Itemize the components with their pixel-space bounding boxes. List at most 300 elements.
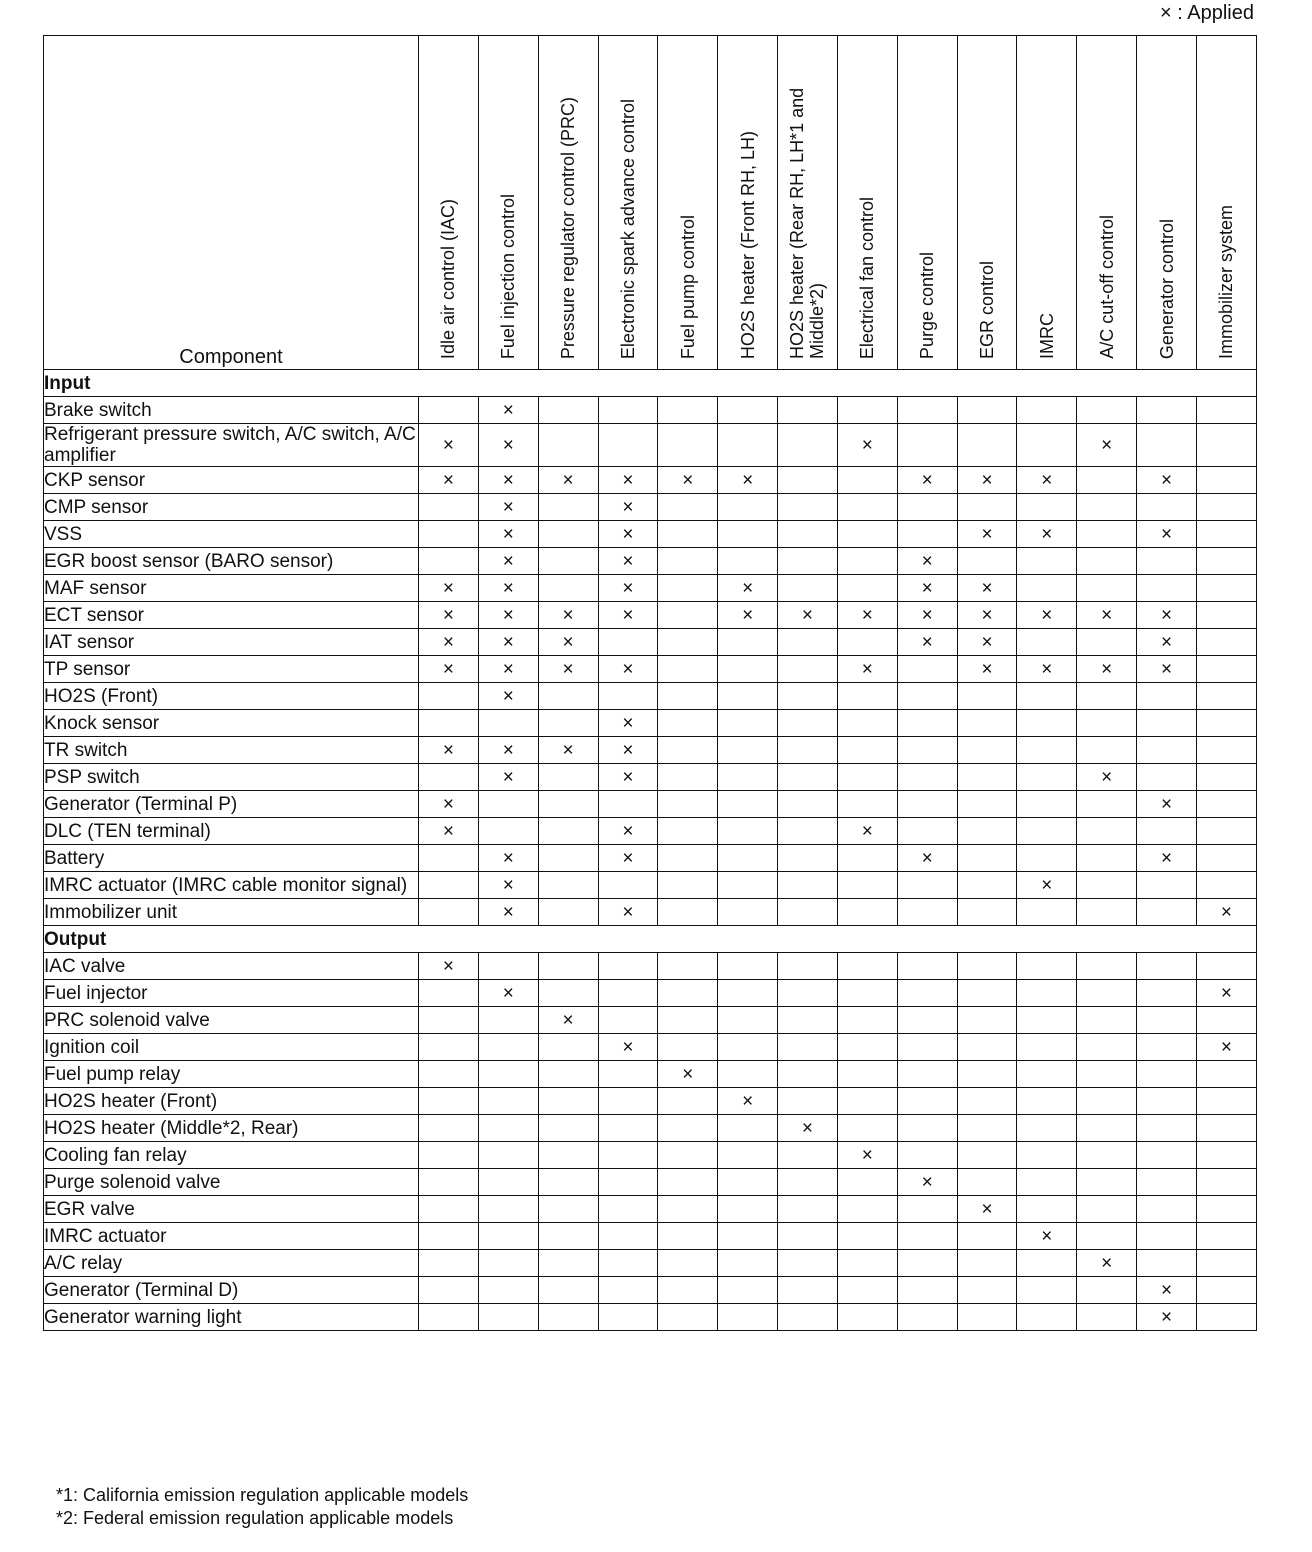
table-cell [957, 1088, 1017, 1115]
table-cell [658, 467, 718, 494]
table-cell [598, 1142, 658, 1169]
table-cell [778, 629, 838, 656]
table-cell [718, 791, 778, 818]
table-cell [598, 521, 658, 548]
table-cell [718, 602, 778, 629]
table-cell [598, 737, 658, 764]
applied-mark: × [502, 659, 514, 680]
table-cell [718, 683, 778, 710]
table-cell [778, 683, 838, 710]
table-cell [1196, 521, 1256, 548]
table-cell [419, 424, 479, 467]
table-cell [478, 980, 538, 1007]
table-cell [837, 1304, 897, 1331]
applied-mark: × [562, 659, 574, 680]
table-cell [1017, 710, 1077, 737]
table-cell [478, 737, 538, 764]
row-label: IMRC actuator [44, 1223, 419, 1250]
table-row [44, 980, 1257, 1007]
table-cell [598, 1061, 658, 1088]
table-cell [1196, 683, 1256, 710]
table-cell [897, 397, 957, 424]
applied-mark: × [442, 435, 454, 456]
table-cell [778, 710, 838, 737]
applied-mark: × [921, 848, 933, 869]
table-cell [1196, 899, 1256, 926]
row-label: Generator (Terminal P) [44, 791, 419, 818]
table-cell [1137, 1007, 1197, 1034]
applied-mark: × [1220, 902, 1232, 923]
table-cell [419, 1061, 479, 1088]
table-cell [1196, 1196, 1256, 1223]
table-cell [778, 791, 838, 818]
table-cell [897, 494, 957, 521]
table-cell [478, 656, 538, 683]
table-cell [718, 1304, 778, 1331]
applied-mark: × [921, 632, 933, 653]
applied-mark: × [1041, 875, 1053, 896]
table-cell [1196, 494, 1256, 521]
table-cell [658, 575, 718, 602]
row-label: Fuel pump relay [44, 1061, 419, 1088]
table-cell [897, 1304, 957, 1331]
table-cell [478, 629, 538, 656]
table-cell [778, 1061, 838, 1088]
applied-mark: × [622, 551, 634, 572]
table-cell [658, 953, 718, 980]
table-cell [897, 737, 957, 764]
table-cell [1017, 1007, 1077, 1034]
table-row [44, 1142, 1257, 1169]
table-cell [1137, 872, 1197, 899]
column-header: EGR control [957, 36, 1017, 370]
table-cell [957, 845, 1017, 872]
table-cell [419, 1277, 479, 1304]
table-cell [1017, 1115, 1077, 1142]
table-cell [598, 1169, 658, 1196]
table-cell [658, 494, 718, 521]
table-cell [1017, 1034, 1077, 1061]
table-cell [598, 1088, 658, 1115]
applied-mark: × [1041, 470, 1053, 491]
applied-mark: × [502, 605, 514, 626]
table-cell [718, 397, 778, 424]
table-row [44, 494, 1257, 521]
table-cell [837, 737, 897, 764]
applied-mark: × [502, 767, 514, 788]
table-row [44, 1088, 1257, 1115]
table-cell [1017, 656, 1077, 683]
table-cell [478, 1061, 538, 1088]
table-cell [837, 1142, 897, 1169]
table-cell [419, 1196, 479, 1223]
table-cell [778, 818, 838, 845]
table-cell [1017, 899, 1077, 926]
table-cell [598, 575, 658, 602]
table-cell [897, 521, 957, 548]
table-cell [478, 494, 538, 521]
table-cell [837, 872, 897, 899]
table-cell [598, 872, 658, 899]
footnote: *2: Federal emission regulation applicable models [56, 1508, 454, 1528]
table-cell [1077, 1196, 1137, 1223]
table-cell [1196, 548, 1256, 575]
table-cell [419, 1304, 479, 1331]
table-cell [478, 872, 538, 899]
applied-mark: × [442, 605, 454, 626]
table-cell [538, 1115, 598, 1142]
table-cell [778, 494, 838, 521]
table-cell [478, 818, 538, 845]
table-cell [1196, 818, 1256, 845]
table-cell [778, 1196, 838, 1223]
legend: × : Applied [1160, 2, 1254, 24]
applied-mark: × [622, 713, 634, 734]
table-row [44, 629, 1257, 656]
table-cell [778, 1304, 838, 1331]
table-row [44, 656, 1257, 683]
row-label: EGR valve [44, 1196, 419, 1223]
applied-mark: × [861, 435, 873, 456]
column-header: Idle air control (IAC) [419, 36, 479, 370]
table-cell [897, 656, 957, 683]
table-row [44, 1169, 1257, 1196]
table-cell [1077, 1115, 1137, 1142]
table-cell [538, 1088, 598, 1115]
table-cell [957, 548, 1017, 575]
table-cell [957, 1115, 1017, 1142]
table-cell [478, 548, 538, 575]
table-cell [538, 1304, 598, 1331]
applied-mark: × [921, 551, 933, 572]
table-cell [718, 629, 778, 656]
row-label: IMRC actuator (IMRC cable monitor signal) [44, 872, 419, 899]
table-cell [778, 548, 838, 575]
table-cell [658, 872, 718, 899]
table-cell [1137, 1088, 1197, 1115]
table-cell [837, 1196, 897, 1223]
applied-mark: × [502, 686, 514, 707]
table-cell [1137, 899, 1197, 926]
table-row [44, 845, 1257, 872]
table-cell [419, 575, 479, 602]
table-cell [957, 1007, 1017, 1034]
table-cell [897, 1115, 957, 1142]
table-cell [837, 1223, 897, 1250]
applied-mark: × [1160, 1280, 1173, 1301]
table-cell [658, 1223, 718, 1250]
table-cell [538, 1061, 598, 1088]
table-cell [1017, 494, 1077, 521]
table-cell [478, 1007, 538, 1034]
table-cell [897, 980, 957, 1007]
table-cell [598, 683, 658, 710]
row-label: Brake switch [44, 397, 419, 424]
table-cell [837, 1277, 897, 1304]
table-row [44, 710, 1257, 737]
table-cell [957, 424, 1017, 467]
table-cell [837, 521, 897, 548]
table-cell [658, 899, 718, 926]
table-cell [538, 656, 598, 683]
table-cell [837, 602, 897, 629]
table-cell [718, 1088, 778, 1115]
table-cell [957, 494, 1017, 521]
table-cell [778, 1142, 838, 1169]
applied-mark: × [562, 1010, 574, 1031]
applied-mark: × [622, 740, 634, 761]
table-cell [1137, 845, 1197, 872]
table-cell [538, 548, 598, 575]
table-cell [1137, 521, 1197, 548]
table-cell [419, 764, 479, 791]
applied-mark: × [861, 821, 873, 842]
table-cell [957, 1250, 1017, 1277]
table-cell [1077, 397, 1137, 424]
table-cell [1077, 1250, 1137, 1277]
table-cell [1077, 683, 1137, 710]
table-cell [419, 1169, 479, 1196]
table-cell [897, 602, 957, 629]
table-cell [718, 818, 778, 845]
table-cell [1137, 424, 1197, 467]
table-row [44, 1277, 1257, 1304]
applied-mark: × [921, 578, 933, 599]
table-cell [957, 629, 1017, 656]
table-row [44, 424, 1257, 467]
header-row [44, 36, 1257, 370]
applied-mark: × [502, 551, 514, 572]
applied-mark: × [442, 578, 454, 599]
applied-mark: × [442, 470, 454, 491]
table-cell [1077, 980, 1137, 1007]
column-header: Fuel injection control [478, 36, 538, 370]
table-cell [598, 494, 658, 521]
table-cell [837, 1034, 897, 1061]
table-cell [1077, 872, 1137, 899]
table-cell [1017, 1196, 1077, 1223]
table-cell [1137, 1142, 1197, 1169]
row-label: Immobilizer unit [44, 899, 419, 926]
applied-mark: × [1101, 1253, 1113, 1274]
table-cell [1196, 710, 1256, 737]
table-cell [1077, 1304, 1137, 1331]
table-cell [1017, 737, 1077, 764]
table-cell [1017, 872, 1077, 899]
table-cell [718, 1142, 778, 1169]
applied-mark: × [502, 740, 514, 761]
table-row [44, 1250, 1257, 1277]
row-label: PSP switch [44, 764, 419, 791]
table-cell [419, 467, 479, 494]
table-cell [598, 953, 658, 980]
table-cell [598, 1223, 658, 1250]
table-cell [897, 1169, 957, 1196]
table-cell [957, 467, 1017, 494]
table-cell [598, 710, 658, 737]
table-cell [419, 683, 479, 710]
table-cell [778, 737, 838, 764]
table-cell [1077, 710, 1137, 737]
table-cell [837, 764, 897, 791]
table-cell [538, 764, 598, 791]
applied-mark: × [1160, 470, 1173, 491]
table-cell [1017, 1250, 1077, 1277]
table-cell [1077, 737, 1137, 764]
table-cell [538, 872, 598, 899]
table-cell [1137, 602, 1197, 629]
table-cell [1196, 764, 1256, 791]
table-cell [538, 521, 598, 548]
applied-mark: × [1160, 1307, 1173, 1328]
applied-mark: × [1101, 659, 1113, 680]
applied-mark: × [622, 524, 634, 545]
table-cell [718, 1061, 778, 1088]
table-cell [1077, 602, 1137, 629]
table-cell [1017, 521, 1077, 548]
table-cell [1017, 1061, 1077, 1088]
table-cell [1017, 845, 1077, 872]
table-cell [1077, 1223, 1137, 1250]
table-cell [419, 1250, 479, 1277]
applied-mark: × [1041, 524, 1053, 545]
applied-mark: × [981, 659, 993, 680]
row-label: MAF sensor [44, 575, 419, 602]
table-cell [897, 1196, 957, 1223]
table-cell [718, 575, 778, 602]
row-label: Purge solenoid valve [44, 1169, 419, 1196]
table-cell [1196, 1007, 1256, 1034]
row-label: Refrigerant pressure switch, A/C switch, A/C amplifier [44, 424, 419, 467]
applied-mark: × [1041, 1226, 1053, 1247]
table-cell [957, 397, 1017, 424]
table-cell [837, 575, 897, 602]
table-cell [957, 1304, 1017, 1331]
table-cell [658, 1115, 718, 1142]
table-cell [1077, 575, 1137, 602]
table-cell [419, 602, 479, 629]
applied-mark: × [622, 497, 634, 518]
row-label: Cooling fan relay [44, 1142, 419, 1169]
table-cell [1017, 1304, 1077, 1331]
column-header: Electronic spark advance control [598, 36, 658, 370]
table-cell [718, 980, 778, 1007]
table-cell [1137, 1196, 1197, 1223]
table-cell [718, 872, 778, 899]
table-cell [478, 1115, 538, 1142]
table-body [44, 370, 1257, 1331]
row-label: Knock sensor [44, 710, 419, 737]
table-cell [1196, 424, 1256, 467]
row-label: HO2S heater (Front) [44, 1088, 419, 1115]
table-cell [957, 1277, 1017, 1304]
table-cell [478, 467, 538, 494]
applied-mark: × [442, 794, 454, 815]
table-cell [1077, 791, 1137, 818]
table-cell [1196, 737, 1256, 764]
table-cell [778, 764, 838, 791]
table-cell [778, 1115, 838, 1142]
table-cell [598, 424, 658, 467]
table-cell [718, 656, 778, 683]
table-cell [658, 1169, 718, 1196]
row-label: PRC solenoid valve [44, 1007, 419, 1034]
table-cell [658, 1007, 718, 1034]
table-cell [837, 1169, 897, 1196]
column-header: Generator control [1137, 36, 1197, 370]
table-cell [658, 683, 718, 710]
table-cell [598, 818, 658, 845]
table-cell [897, 575, 957, 602]
applied-mark: × [1160, 848, 1173, 869]
table-cell [1137, 710, 1197, 737]
table-cell [1196, 1250, 1256, 1277]
applied-mark: × [502, 983, 514, 1004]
table-cell [1077, 656, 1137, 683]
applied-mark: × [502, 524, 514, 545]
table-cell [478, 1088, 538, 1115]
table-cell [1137, 953, 1197, 980]
table-cell [478, 1304, 538, 1331]
table-cell [1137, 1304, 1197, 1331]
applied-mark: × [1101, 767, 1113, 788]
table-cell [897, 467, 957, 494]
table-cell [837, 683, 897, 710]
table-cell [1017, 1277, 1077, 1304]
applied-mark: × [502, 400, 514, 421]
table-cell [478, 575, 538, 602]
table-cell [1196, 1088, 1256, 1115]
row-label: VSS [44, 521, 419, 548]
table-cell [1196, 629, 1256, 656]
table-cell [1196, 872, 1256, 899]
table-cell [1137, 494, 1197, 521]
table-cell [718, 494, 778, 521]
table-cell [478, 397, 538, 424]
column-header: Electrical fan control [837, 36, 897, 370]
table-cell [778, 1034, 838, 1061]
table-cell [419, 1115, 479, 1142]
footnote: *1: California emission regulation applicable models [56, 1485, 469, 1505]
table-cell [598, 1250, 658, 1277]
applied-mark: × [622, 821, 634, 842]
applied-mark: × [442, 659, 454, 680]
table-cell [778, 845, 838, 872]
applied-mark: × [801, 1118, 814, 1139]
table-row [44, 575, 1257, 602]
table-cell [1017, 791, 1077, 818]
table-cell [658, 397, 718, 424]
table-cell [1017, 1142, 1077, 1169]
table-cell [1077, 494, 1137, 521]
row-label: IAT sensor [44, 629, 419, 656]
table-row [44, 1223, 1257, 1250]
table-cell [1137, 1250, 1197, 1277]
table-cell [718, 845, 778, 872]
applied-mark: × [502, 848, 514, 869]
table-cell [658, 1304, 718, 1331]
table-cell [538, 710, 598, 737]
table-row [44, 467, 1257, 494]
table-cell [1196, 1277, 1256, 1304]
table-cell [957, 1196, 1017, 1223]
applied-mark: × [622, 605, 634, 626]
table-cell [1137, 397, 1197, 424]
table-cell [419, 845, 479, 872]
table-cell [538, 575, 598, 602]
component-column-header: Component [44, 36, 419, 370]
row-label: CKP sensor [44, 467, 419, 494]
